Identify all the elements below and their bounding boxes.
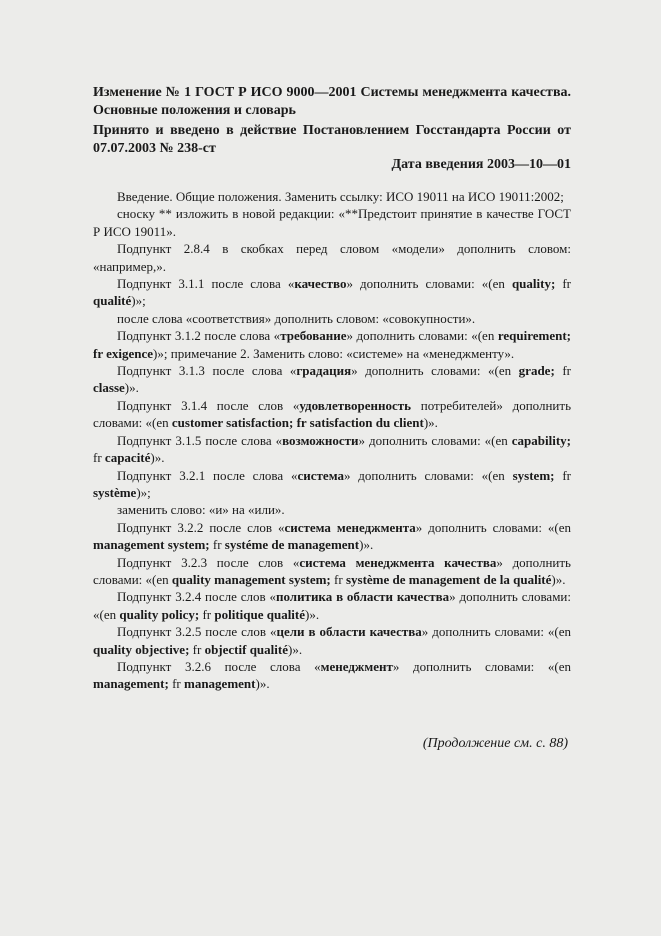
text-run: )».	[551, 571, 566, 587]
text-run: Подпункт 3.1.3 после слова «	[117, 363, 297, 379]
text-run: » дополнить словами: «(en	[346, 276, 512, 292]
term-bold: capacité	[104, 450, 151, 466]
text-run: )».	[287, 641, 303, 657]
amendment-paragraph	[93, 327, 571, 362]
text-run: после слова «соответствия» дополнить словом: «совокупности».	[117, 310, 476, 326]
amendment-paragraph	[93, 275, 571, 310]
text-run: Подпункт 3.1.2 после слова «	[117, 328, 281, 344]
term-bold: система менеджмента	[284, 519, 416, 535]
text-run: fr	[168, 676, 184, 692]
amendment-body	[93, 188, 571, 693]
term-bold: требование	[280, 328, 347, 344]
amendment-paragraph	[93, 519, 571, 554]
term-bold: system;	[512, 467, 555, 483]
term-bold: система	[297, 467, 344, 483]
text-run: заменить слово: «и» на «или».	[117, 502, 285, 518]
text-run: )».	[359, 537, 374, 553]
continuation-note: (Продолжение см. с. 88)	[422, 736, 568, 751]
term-bold: quality objective;	[93, 641, 190, 657]
term-bold: classe	[93, 380, 125, 396]
text-run: » дополнить словами: «(en	[346, 328, 498, 344]
term-bold: система менеджмента качества	[299, 554, 497, 570]
text-run: Подпункт 3.1.5 после слова «	[117, 432, 283, 448]
text-run: Подпункт 3.2.1 после слова «	[117, 467, 298, 483]
term-bold: customer satisfaction; fr satisfaction du client	[171, 415, 424, 431]
amendment-paragraph	[93, 623, 571, 658]
text-run: )»;	[131, 293, 146, 309]
text-run: » дополнить словами: «(en	[415, 519, 571, 535]
text-run: fr	[554, 363, 571, 379]
text-run: Подпункт 3.2.5 после слов «	[117, 624, 277, 640]
amendment-paragraph	[93, 205, 571, 240]
term-bold: système de management de la qualité	[345, 571, 552, 587]
text-run: Подпункт 3.1.4 после слов «	[117, 397, 300, 413]
text-run: » дополнить словами: «(en	[358, 432, 512, 448]
term-bold: grade;	[518, 363, 555, 379]
text-run: fr	[209, 537, 225, 553]
document-title: Изменение № 1 ГОСТ Р ИСО 9000—2001 Системы менеджмента качества. Основные положения и словарь	[93, 85, 571, 118]
term-bold: политика в области качества	[275, 589, 450, 605]
term-bold: возможности	[282, 432, 359, 448]
text-run: » дополнить словами: «(en	[351, 363, 519, 379]
term-bold: objectif qualité	[204, 641, 288, 657]
amendment-paragraph	[93, 240, 571, 275]
term-bold: requirement; fr exigence	[93, 328, 571, 361]
text-run: » дополнить словами: «(en	[421, 624, 571, 640]
term-bold: цели в области качества	[276, 624, 422, 640]
text-run: Подпункт 3.2.2 после слов «	[117, 519, 285, 535]
text-run: )».	[423, 415, 438, 431]
amendment-paragraph	[93, 310, 571, 327]
term-bold: système	[93, 484, 137, 500]
text-run: » дополнить словами: «(en	[93, 554, 571, 587]
text-run: Подпункт 3.2.4 после слов «	[117, 589, 276, 605]
amendment-paragraph	[93, 397, 571, 432]
text-run: fr	[554, 467, 571, 483]
text-run: fr	[189, 641, 205, 657]
term-bold: quality;	[511, 276, 556, 292]
term-bold: quality policy;	[119, 606, 200, 622]
amendment-paragraph	[93, 554, 571, 589]
text-run: Подпункт 3.2.3 после слов «	[117, 554, 300, 570]
text-run: fr	[555, 276, 571, 292]
text-run: )».	[255, 676, 270, 692]
amendment-paragraph	[93, 501, 571, 518]
amendment-paragraph	[93, 188, 571, 205]
text-run: » дополнить словами: «(en	[392, 658, 572, 674]
text-run: )».	[124, 380, 139, 396]
adoption-note: Принято и введено в действие Постановлением Госстандарта России от 07.07.2003 № 238-ст	[93, 123, 571, 156]
text-run: )».	[305, 606, 320, 622]
amendment-paragraph	[93, 588, 571, 623]
term-bold: менеджмент	[320, 658, 393, 674]
text-run: » дополнить словами: «(en	[343, 467, 513, 483]
text-run: fr	[93, 450, 105, 466]
amendment-paragraph	[93, 362, 571, 397]
term-bold: systéme de management	[224, 537, 360, 553]
term-bold: qualité	[93, 293, 132, 309]
text-run: )»;	[136, 484, 151, 500]
term-bold: politique qualité	[214, 606, 306, 622]
term-bold: удовлетворенность	[299, 397, 412, 413]
text-run: Подпункт 3.1.1 после слова «	[117, 276, 295, 292]
text-run: )».	[150, 450, 165, 466]
amendment-paragraph	[93, 467, 571, 502]
text-run: )»; примечание 2. Заменить слово: «системе» на «менеджменту».	[153, 345, 515, 361]
amendment-paragraph	[93, 658, 571, 693]
text-run: fr	[199, 606, 215, 622]
term-bold: management;	[93, 676, 169, 692]
text-run: Подпункт 2.8.4 в скобках перед словом «модели» дополнить словом: «например,».	[93, 241, 571, 274]
term-bold: management	[184, 676, 256, 692]
term-bold: management system;	[93, 537, 210, 553]
term-bold: качество	[294, 276, 347, 292]
term-bold: quality management system;	[171, 571, 331, 587]
text-run: сноску ** изложить в новой редакции: «**Предстоит принятие в качестве ГОСТ Р ИСО 19011».	[93, 206, 571, 239]
text-run: Введение. Общие положения. Заменить ссылку: ИСО 19011 на ИСО 19011:2002;	[117, 189, 564, 204]
text-run: потребителей» дополнить словами: «(en	[93, 397, 572, 431]
amendment-paragraph	[93, 432, 571, 467]
text-run: fr	[330, 571, 346, 587]
term-bold: градация	[296, 363, 352, 379]
text-run: Подпункт 3.2.6 после слова «	[117, 658, 321, 674]
term-bold: capability;	[511, 432, 571, 448]
text-run: » дополнить словами: «(en	[93, 589, 571, 622]
effective-date: Дата введения 2003—10—01	[391, 157, 571, 172]
